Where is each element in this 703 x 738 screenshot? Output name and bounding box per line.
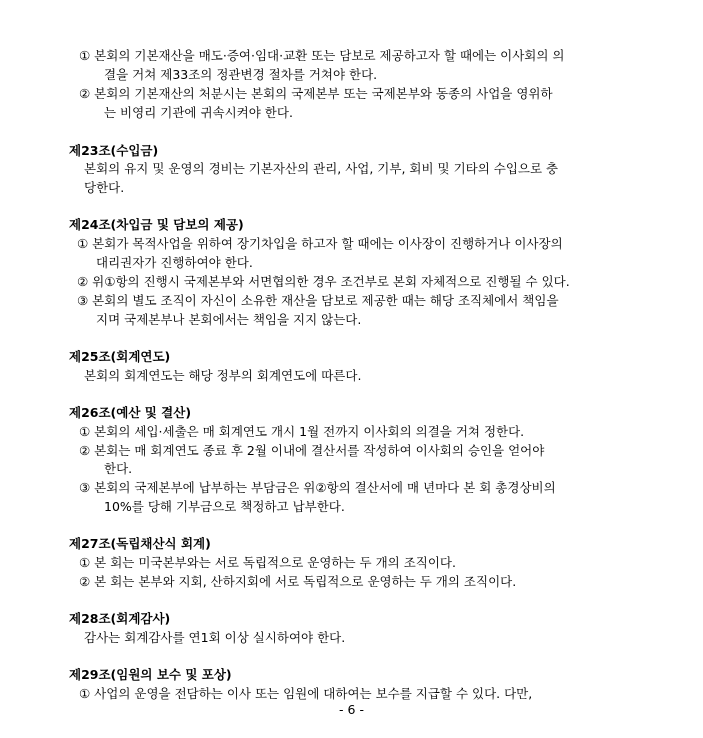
text-line: 대리권자가 진행하여야 한다.	[96, 255, 253, 270]
text-line: ② 본회는 매 회계연도 종료 후 2월 이내에 결산서를 작성하여 이사회의 승인을 얻어야	[79, 443, 545, 458]
text-line: ① 본 회는 미국본부와는 서로 독립적으로 운영하는 두 개의 조직이다.	[79, 555, 456, 570]
text-line: ① 본회의 기본재산을 매도·증여·임대·교환 또는 담보로 제공하고자 할 때에는 이사회의 의	[79, 48, 565, 63]
article-heading-28: 제28조(회계감사)	[69, 611, 171, 626]
article-heading-25: 제25조(회계연도)	[69, 349, 171, 364]
article-heading-24: 제24조(차입금 및 담보의 제공)	[69, 217, 244, 232]
article-heading-27: 제27조(독립채산식 회계)	[69, 536, 211, 551]
text-line: 한다.	[104, 461, 133, 476]
page-number: - 6 -	[339, 702, 364, 717]
text-line: 결을 거쳐 제33조의 정관변경 절차를 거쳐야 한다.	[104, 67, 378, 82]
text-line: 10%를 당해 기부금으로 책정하고 납부한다.	[104, 499, 345, 514]
text-line: ② 위①항의 진행시 국제본부와 서면협의한 경우 조건부로 본회 자체적으로 진행될 수 있다.	[77, 274, 570, 289]
text-line: 본회의 회계연도는 해당 정부의 회계연도에 따른다.	[84, 368, 362, 383]
text-line: 감사는 회계감사를 연1회 이상 실시하여야 한다.	[84, 630, 346, 645]
article-heading-23: 제23조(수입금)	[69, 143, 159, 158]
article-heading-26: 제26조(예산 및 결산)	[69, 405, 192, 420]
text-line: ① 본회가 목적사업을 위하여 장기차입을 하고자 할 때에는 이사장이 진행하거나 이사장의	[77, 236, 563, 251]
article-heading-29: 제29조(임원의 보수 및 포상)	[69, 667, 232, 682]
text-line: 지며 국제본부나 본회에서는 책임을 지지 않는다.	[96, 312, 362, 327]
text-line: ① 본회의 세입·세출은 매 회계연도 개시 1월 전까지 이사회의 의결을 거쳐 정한다.	[79, 424, 525, 439]
text-line: 당한다.	[84, 180, 125, 195]
text-line: ① 사업의 운영을 전담하는 이사 또는 임원에 대하여는 보수를 지급할 수 있다. 다만,	[79, 686, 533, 701]
text-line: 본회의 유지 및 운영의 경비는 기본자산의 관리, 사업, 기부, 회비 및 기타의 수입으로 충	[84, 161, 559, 176]
text-line: ③ 본회의 별도 조직이 자신이 소유한 재산을 담보로 제공한 때는 해당 조직체에서 책임을	[77, 293, 559, 308]
text-line: ② 본회의 기본재산의 처분시는 본회의 국제본부 또는 국제본부와 동종의 사업을 영위하	[79, 86, 553, 101]
text-line: 는 비영리 기관에 귀속시켜야 한다.	[104, 105, 293, 120]
text-line: ② 본 회는 본부와 지회, 산하지회에 서로 독립적으로 운영하는 두 개의 조직이다.	[79, 574, 517, 589]
text-line: ③ 본회의 국제본부에 납부하는 부담금은 위②항의 결산서에 매 년마다 본 회 총경상비의	[79, 480, 556, 495]
